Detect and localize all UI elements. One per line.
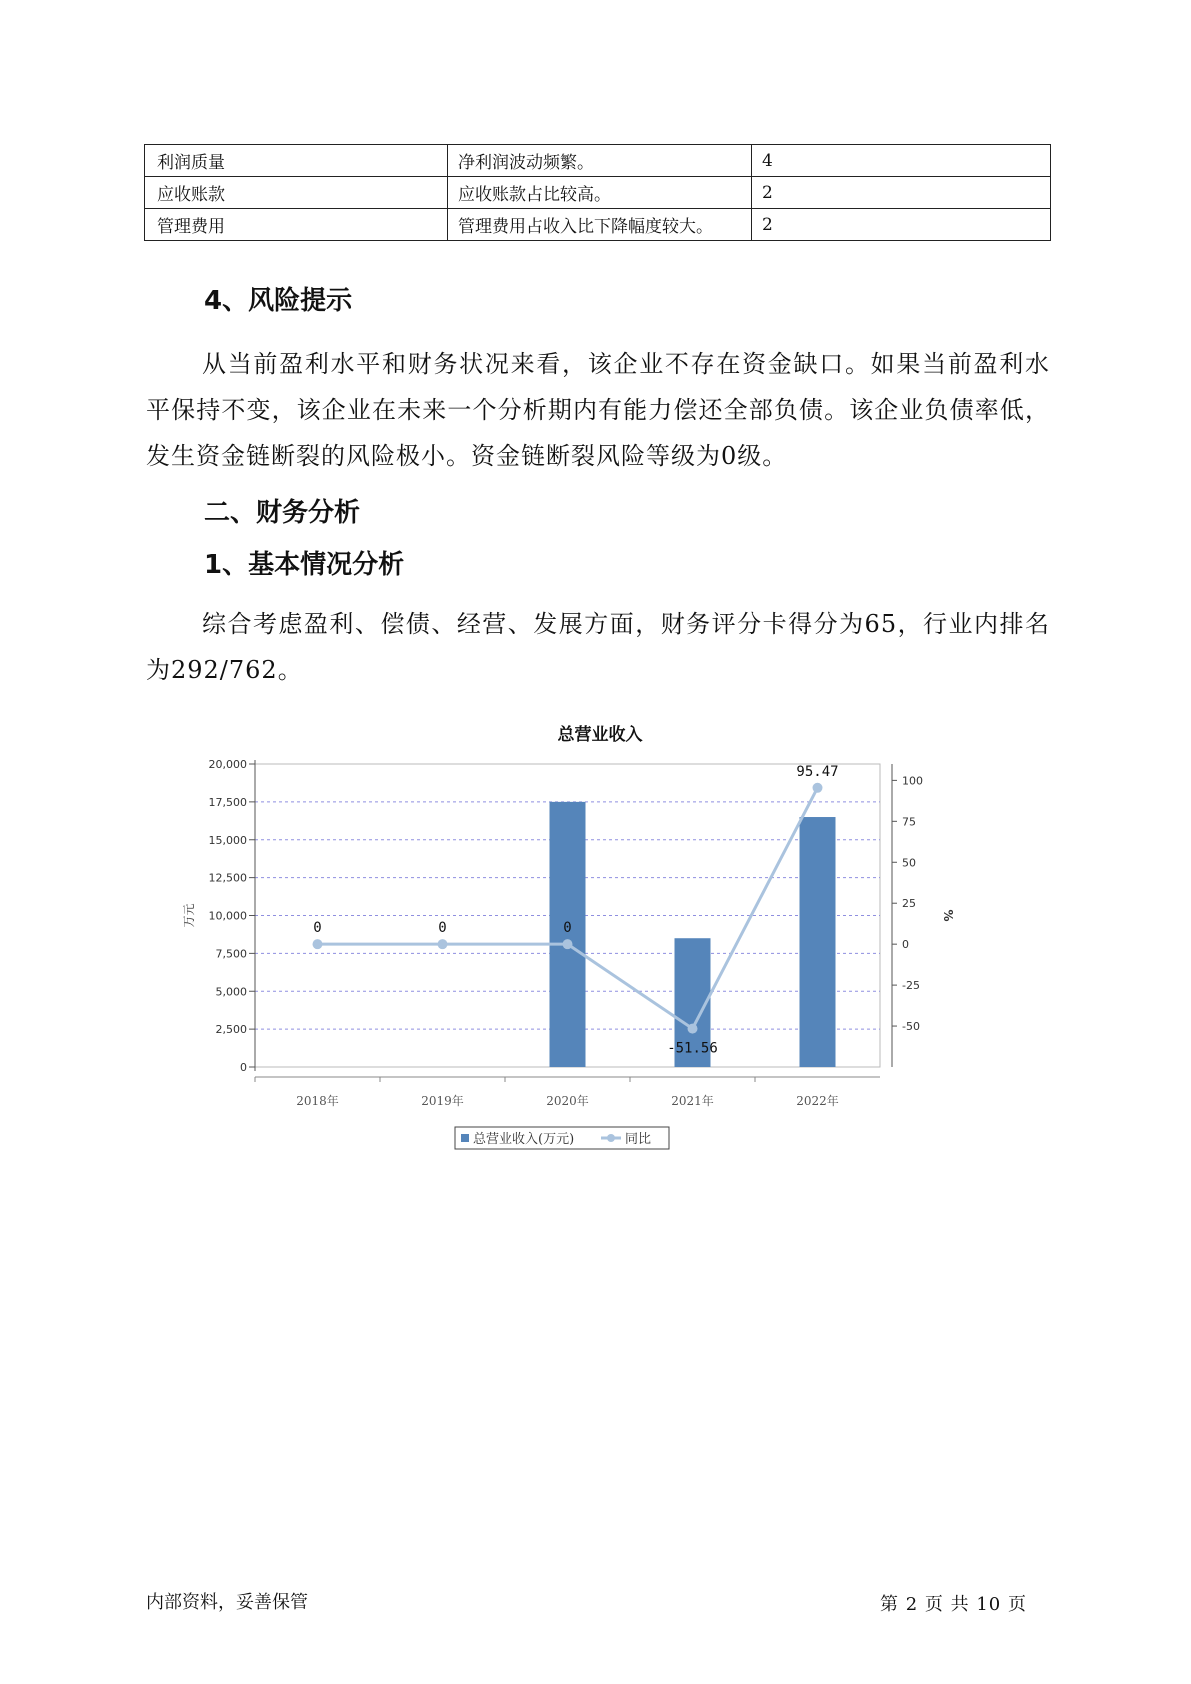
y-tick-label: 20,000 (208, 758, 247, 771)
bar-2022年 (800, 817, 836, 1067)
table-cell: 利润质量 (145, 145, 448, 177)
legend-bar-label: 总营业收入(万元) (473, 1132, 575, 1147)
legend-line-label: 同比 (625, 1132, 652, 1147)
risk-paragraph: 从当前盈利水平和财务状况来看，该企业不存在资金缺口。如果当前盈利水平保持不变，该企业在未来一个分析期内有能力偿还全部负债。该企业负债率低，发生资金链断裂的风险极小。资金链断裂风险等级为0级。 (146, 350, 1050, 470)
legend-line-marker (607, 1134, 615, 1142)
yoy-data-label: -51.56 (667, 1040, 718, 1057)
x-tick-label: 2018年 (296, 1094, 339, 1108)
yoy-point (813, 783, 823, 793)
y-tick-label: 17,500 (208, 795, 247, 809)
y-tick-label: 0 (240, 1061, 247, 1074)
footer-note: 内部资料，妥善保管 (146, 1592, 308, 1613)
revenue-chart (170, 750, 1020, 1170)
table-row (145, 209, 1051, 241)
y2-tick-label: -50 (902, 1020, 920, 1034)
table-row (145, 145, 1051, 177)
legend-bar-swatch (461, 1134, 469, 1142)
risk-heading: 4、风险提示 (204, 286, 353, 316)
y2-tick-label: -25 (902, 979, 920, 993)
y2-tick-label: 25 (902, 897, 916, 911)
finance-heading: 二、财务分析 (204, 498, 361, 528)
y2-tick-label: 0 (902, 938, 909, 952)
x-tick-label: 2021年 (671, 1094, 714, 1108)
table-cell: 管理费用 (145, 209, 448, 241)
table-cell: 2 (752, 177, 1051, 209)
table-cell: 4 (752, 145, 1051, 177)
yoy-point (313, 939, 323, 949)
yoy-point (438, 939, 448, 949)
yoy-data-label: 0 (438, 920, 447, 937)
x-tick-label: 2020年 (546, 1094, 589, 1108)
yoy-point (563, 939, 573, 949)
yoy-point (688, 1024, 698, 1034)
y-axis-label: 万元 (182, 903, 196, 928)
x-tick-label: 2022年 (796, 1094, 839, 1108)
y2-axis-label: % (941, 909, 955, 922)
y2-tick-label: 75 (902, 815, 916, 829)
y-tick-label: 15,000 (208, 833, 247, 847)
table-cell: 应收账款 (145, 177, 448, 209)
table-cell: 净利润波动频繁。 (448, 145, 752, 177)
y-tick-label: 12,500 (208, 871, 247, 885)
table-row (145, 177, 1051, 209)
y2-tick-label: 50 (902, 856, 916, 870)
page-number: 第 2 页 共 10 页 (880, 1594, 1027, 1615)
basic-heading: 1、基本情况分析 (204, 550, 405, 580)
table-cell: 2 (752, 209, 1051, 241)
y-tick-label: 10,000 (208, 909, 247, 923)
y-tick-label: 5,000 (215, 985, 247, 999)
yoy-data-label: 95.47 (796, 763, 839, 780)
yoy-data-label: 0 (313, 920, 322, 937)
basic-paragraph: 综合考虑盈利、偿债、经营、发展方面，财务评分卡得分为65，行业内排名为292/762。 (146, 610, 1050, 684)
chart-title: 总营业收入 (557, 725, 643, 745)
x-tick-label: 2019年 (421, 1094, 464, 1108)
table-cell: 管理费用占收入比下降幅度较大。 (448, 209, 752, 241)
risk-table (144, 144, 1051, 241)
table-cell: 应收账款占比较高。 (448, 177, 752, 209)
y-tick-label: 2,500 (215, 1023, 247, 1037)
yoy-data-label: 0 (563, 920, 572, 937)
y2-tick-label: 100 (902, 774, 923, 788)
y-tick-label: 7,500 (215, 947, 247, 961)
